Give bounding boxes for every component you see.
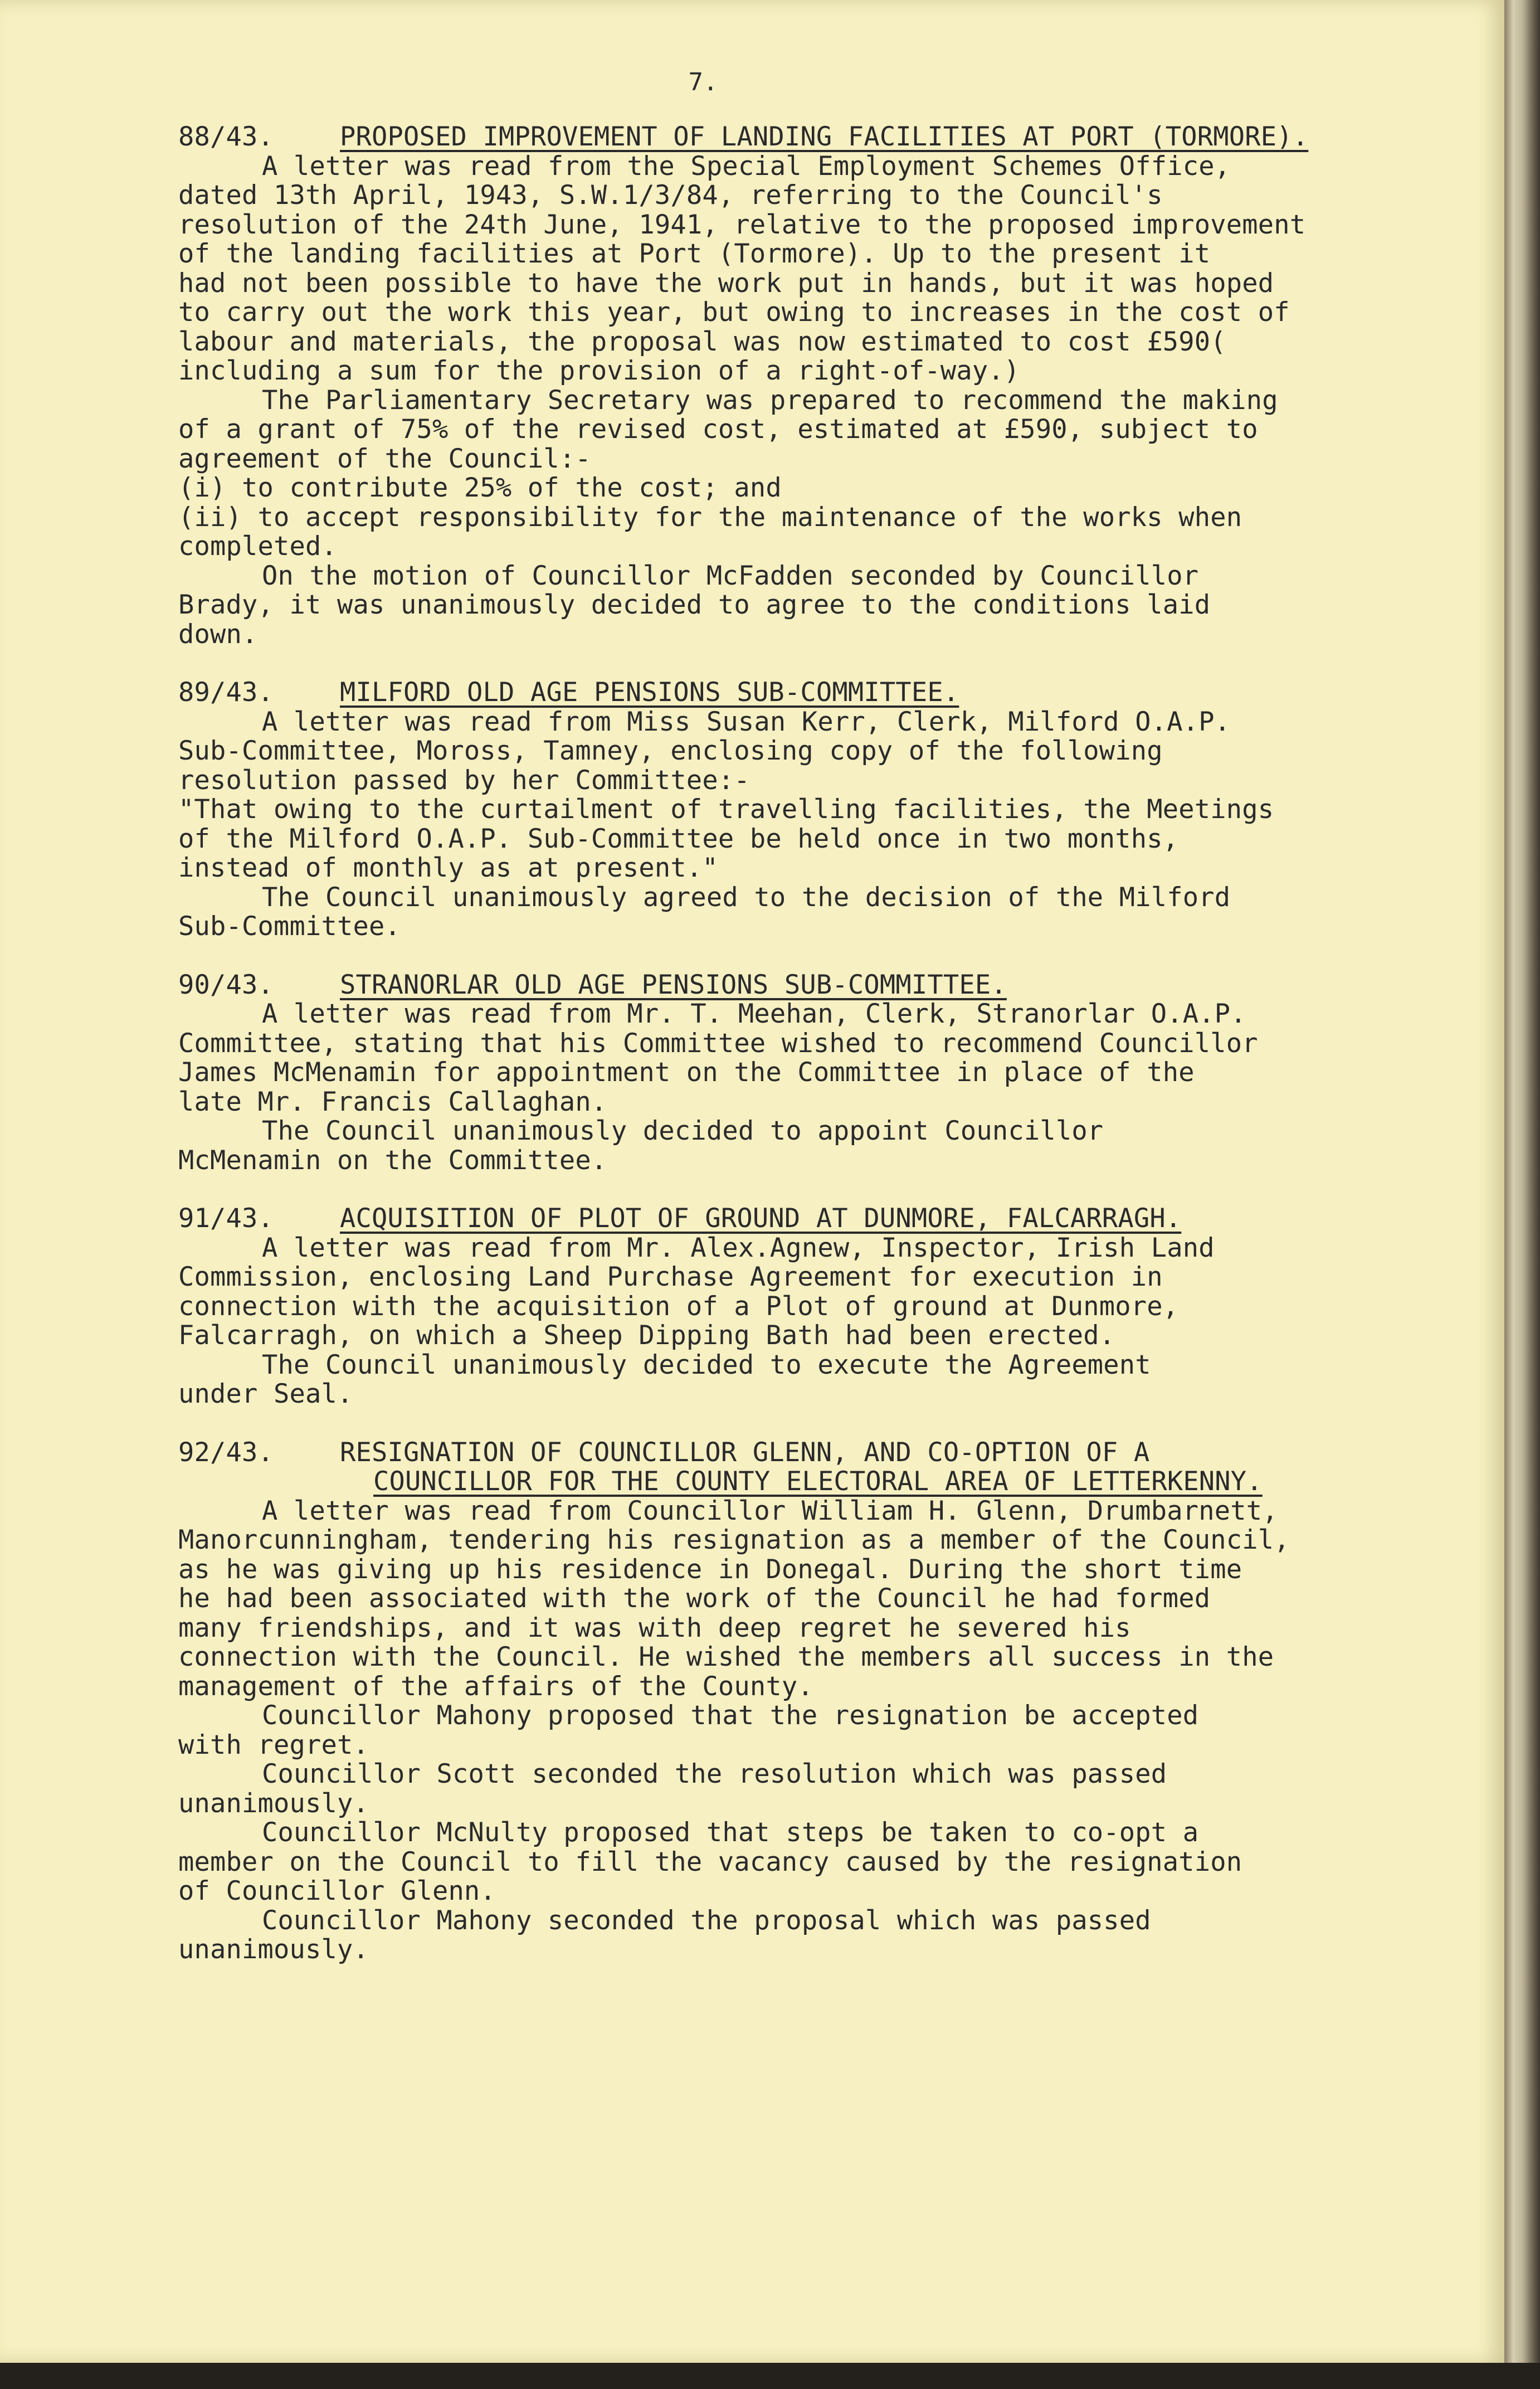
minute-text-line: under Seal.	[178, 1379, 353, 1409]
minute-text-line: of a grant of 75% of the revised cost, estimated at £590, subject to	[178, 414, 1258, 445]
minute-item	[178, 123, 1376, 649]
minute-item	[178, 971, 1376, 1176]
minute-text-line: A letter was read from Miss Susan Kerr, Clerk, Milford O.A.P.	[262, 706, 1231, 737]
minute-item	[178, 1204, 1376, 1409]
minute-text-line: labour and materials, the proposal was now estimated to cost £590(	[178, 326, 1226, 357]
minute-text-line: McMenamin on the Committee.	[178, 1145, 607, 1176]
minute-text-line: Councillor Mahony proposed that the resignation be accepted	[262, 1700, 1199, 1731]
minute-heading-row	[178, 123, 1376, 152]
minute-item	[178, 1438, 1376, 1965]
minute-text-line: The Parliamentary Secretary was prepared to recommend the making	[262, 385, 1278, 416]
minute-heading: RESIGNATION OF COUNCILLOR GLENN, AND CO-OPTION OF A	[340, 1437, 1150, 1468]
minute-text-line: of the Milford O.A.P. Sub-Committee be held once in two months,	[178, 823, 1179, 854]
minute-text-line: Councillor Scott seconded the resolution which was passed	[262, 1759, 1167, 1789]
minute-text-line: of the landing facilities at Port (Tormore). Up to the present it	[178, 239, 1211, 269]
minute-text-line: The Council unanimously agreed to the decision of the Milford	[262, 882, 1231, 913]
scan-bottom-edge	[0, 2363, 1540, 2389]
minute-text-line: (i) to contribute 25% of the cost; and	[178, 473, 782, 503]
minute-text-line: James McMenamin for appointment on the Committee in place of the	[178, 1057, 1195, 1088]
minute-text-line: resolution passed by her Committee:-	[178, 765, 750, 796]
minute-text-line: The Council unanimously decided to appoint Councillor	[262, 1116, 1104, 1146]
minute-text-line: including a sum for the provision of a right-of-way.)	[178, 356, 1020, 386]
minute-heading: PROPOSED IMPROVEMENT OF LANDING FACILITIES AT PORT (TORMORE).	[340, 121, 1309, 152]
minute-heading: MILFORD OLD AGE PENSIONS SUB-COMMITTEE.	[340, 677, 959, 708]
book-binding-edge	[1504, 0, 1540, 2389]
minute-text-line: "That owing to the curtailment of travelling facilities, the Meetings	[178, 794, 1274, 825]
minute-heading-row	[178, 678, 1376, 708]
minute-text-line: resolution of the 24th June, 1941, relative to the proposed improvement	[178, 209, 1306, 240]
minute-text-line: On the motion of Councillor McFadden seconded by Councillor	[262, 560, 1199, 591]
minute-text-line: down.	[178, 619, 258, 650]
minute-text-line: with regret.	[178, 1729, 369, 1760]
minute-item	[178, 678, 1376, 942]
minute-text-line: instead of monthly as at present."	[178, 853, 718, 883]
minute-text-line: A letter was read from Mr. T. Meehan, Clerk, Stranorlar O.A.P.	[262, 999, 1246, 1029]
minute-text-line: unanimously.	[178, 1788, 369, 1819]
minute-text-line: agreement of the Council:-	[178, 443, 591, 474]
minute-text-line: A letter was read from Councillor William H. Glenn, Drumbarnett,	[262, 1495, 1278, 1526]
minute-text-line: as he was giving up his residence in Donegal. During the short time	[178, 1554, 1242, 1585]
minute-text-line: to carry out the work this year, but owing to increases in the cost of	[178, 297, 1290, 328]
minute-text-line: connection with the acquisition of a Plot of ground at Dunmore,	[178, 1291, 1179, 1322]
minute-text-line: The Council unanimously decided to execute the Agreement	[262, 1349, 1151, 1380]
minute-text-line: Councillor Mahony seconded the proposal which was passed	[262, 1905, 1151, 1936]
minute-text-line: late Mr. Francis Callaghan.	[178, 1086, 607, 1117]
minute-text-line: Brady, it was unanimously decided to agree to the conditions laid	[178, 590, 1211, 620]
minute-text-line: Falcarragh, on which a Sheep Dipping Bath had been erected.	[178, 1320, 1115, 1351]
minute-text-line: of Councillor Glenn.	[178, 1876, 496, 1906]
minute-number: 91/43.	[178, 1203, 274, 1234]
minute-text-line: Sub-Committee.	[178, 911, 401, 942]
minute-text-line: member on the Council to fill the vacancy caused by the resignation	[178, 1846, 1242, 1877]
minute-text-line: unanimously.	[178, 1934, 369, 1965]
minute-text-line: many friendships, and it was with deep regret he severed his	[178, 1612, 1131, 1643]
minute-text-line: had not been possible to have the work put in hands, but it was hoped	[178, 267, 1274, 299]
minute-heading: ACQUISITION OF PLOT OF GROUND AT DUNMORE, FALCARRAGH.	[340, 1203, 1182, 1234]
minute-text-line: Councillor McNulty proposed that steps be taken to co-opt a	[262, 1817, 1199, 1848]
minute-heading: STRANORLAR OLD AGE PENSIONS SUB-COMMITTEE.	[340, 969, 1007, 1000]
minute-number: 89/43.	[178, 677, 274, 708]
minute-text-line: Commission, enclosing Land Purchase Agreement for execution in	[178, 1262, 1163, 1292]
minute-text-line: Committee, stating that his Committee wished to recommend Councillor	[178, 1028, 1258, 1059]
minute-text-line: (ii) to accept responsibility for the maintenance of the works when	[178, 502, 1242, 533]
minute-text-line: Sub-Committee, Moross, Tamney, enclosing copy of the following	[178, 736, 1163, 766]
minute-number: 88/43.	[178, 121, 274, 152]
minute-number: 92/43.	[178, 1437, 274, 1468]
minute-heading-continued: COUNCILLOR FOR THE COUNTY ELECTORAL AREA OF LETTERKENNY.	[373, 1466, 1263, 1497]
minute-text-line: connection with the Council. He wished the members all success in the	[178, 1642, 1274, 1672]
minute-heading-row	[178, 1204, 1376, 1234]
minute-text-line: A letter was read from Mr. Alex.Agnew, Inspector, Irish Land	[262, 1232, 1215, 1263]
minute-text-line: A letter was read from the Special Employment Schemes Office,	[262, 150, 1231, 182]
minute-text-line: completed.	[178, 531, 337, 562]
minute-text-line: he had been associated with the work of the Council he had formed	[178, 1583, 1211, 1614]
minute-heading-row	[178, 971, 1376, 1000]
minute-text-line: Manorcunningham, tendering his resignation as a member of the Council,	[178, 1525, 1290, 1555]
minute-text-line: dated 13th April, 1943, S.W.1/3/84, referring to the Council's	[178, 180, 1163, 211]
minute-text-line: management of the affairs of the County.	[178, 1671, 813, 1702]
minute-heading-row	[178, 1438, 1376, 1468]
minutes-body	[178, 123, 1376, 1965]
minute-number: 90/43.	[178, 969, 274, 1000]
page-number: 7.	[688, 68, 718, 96]
